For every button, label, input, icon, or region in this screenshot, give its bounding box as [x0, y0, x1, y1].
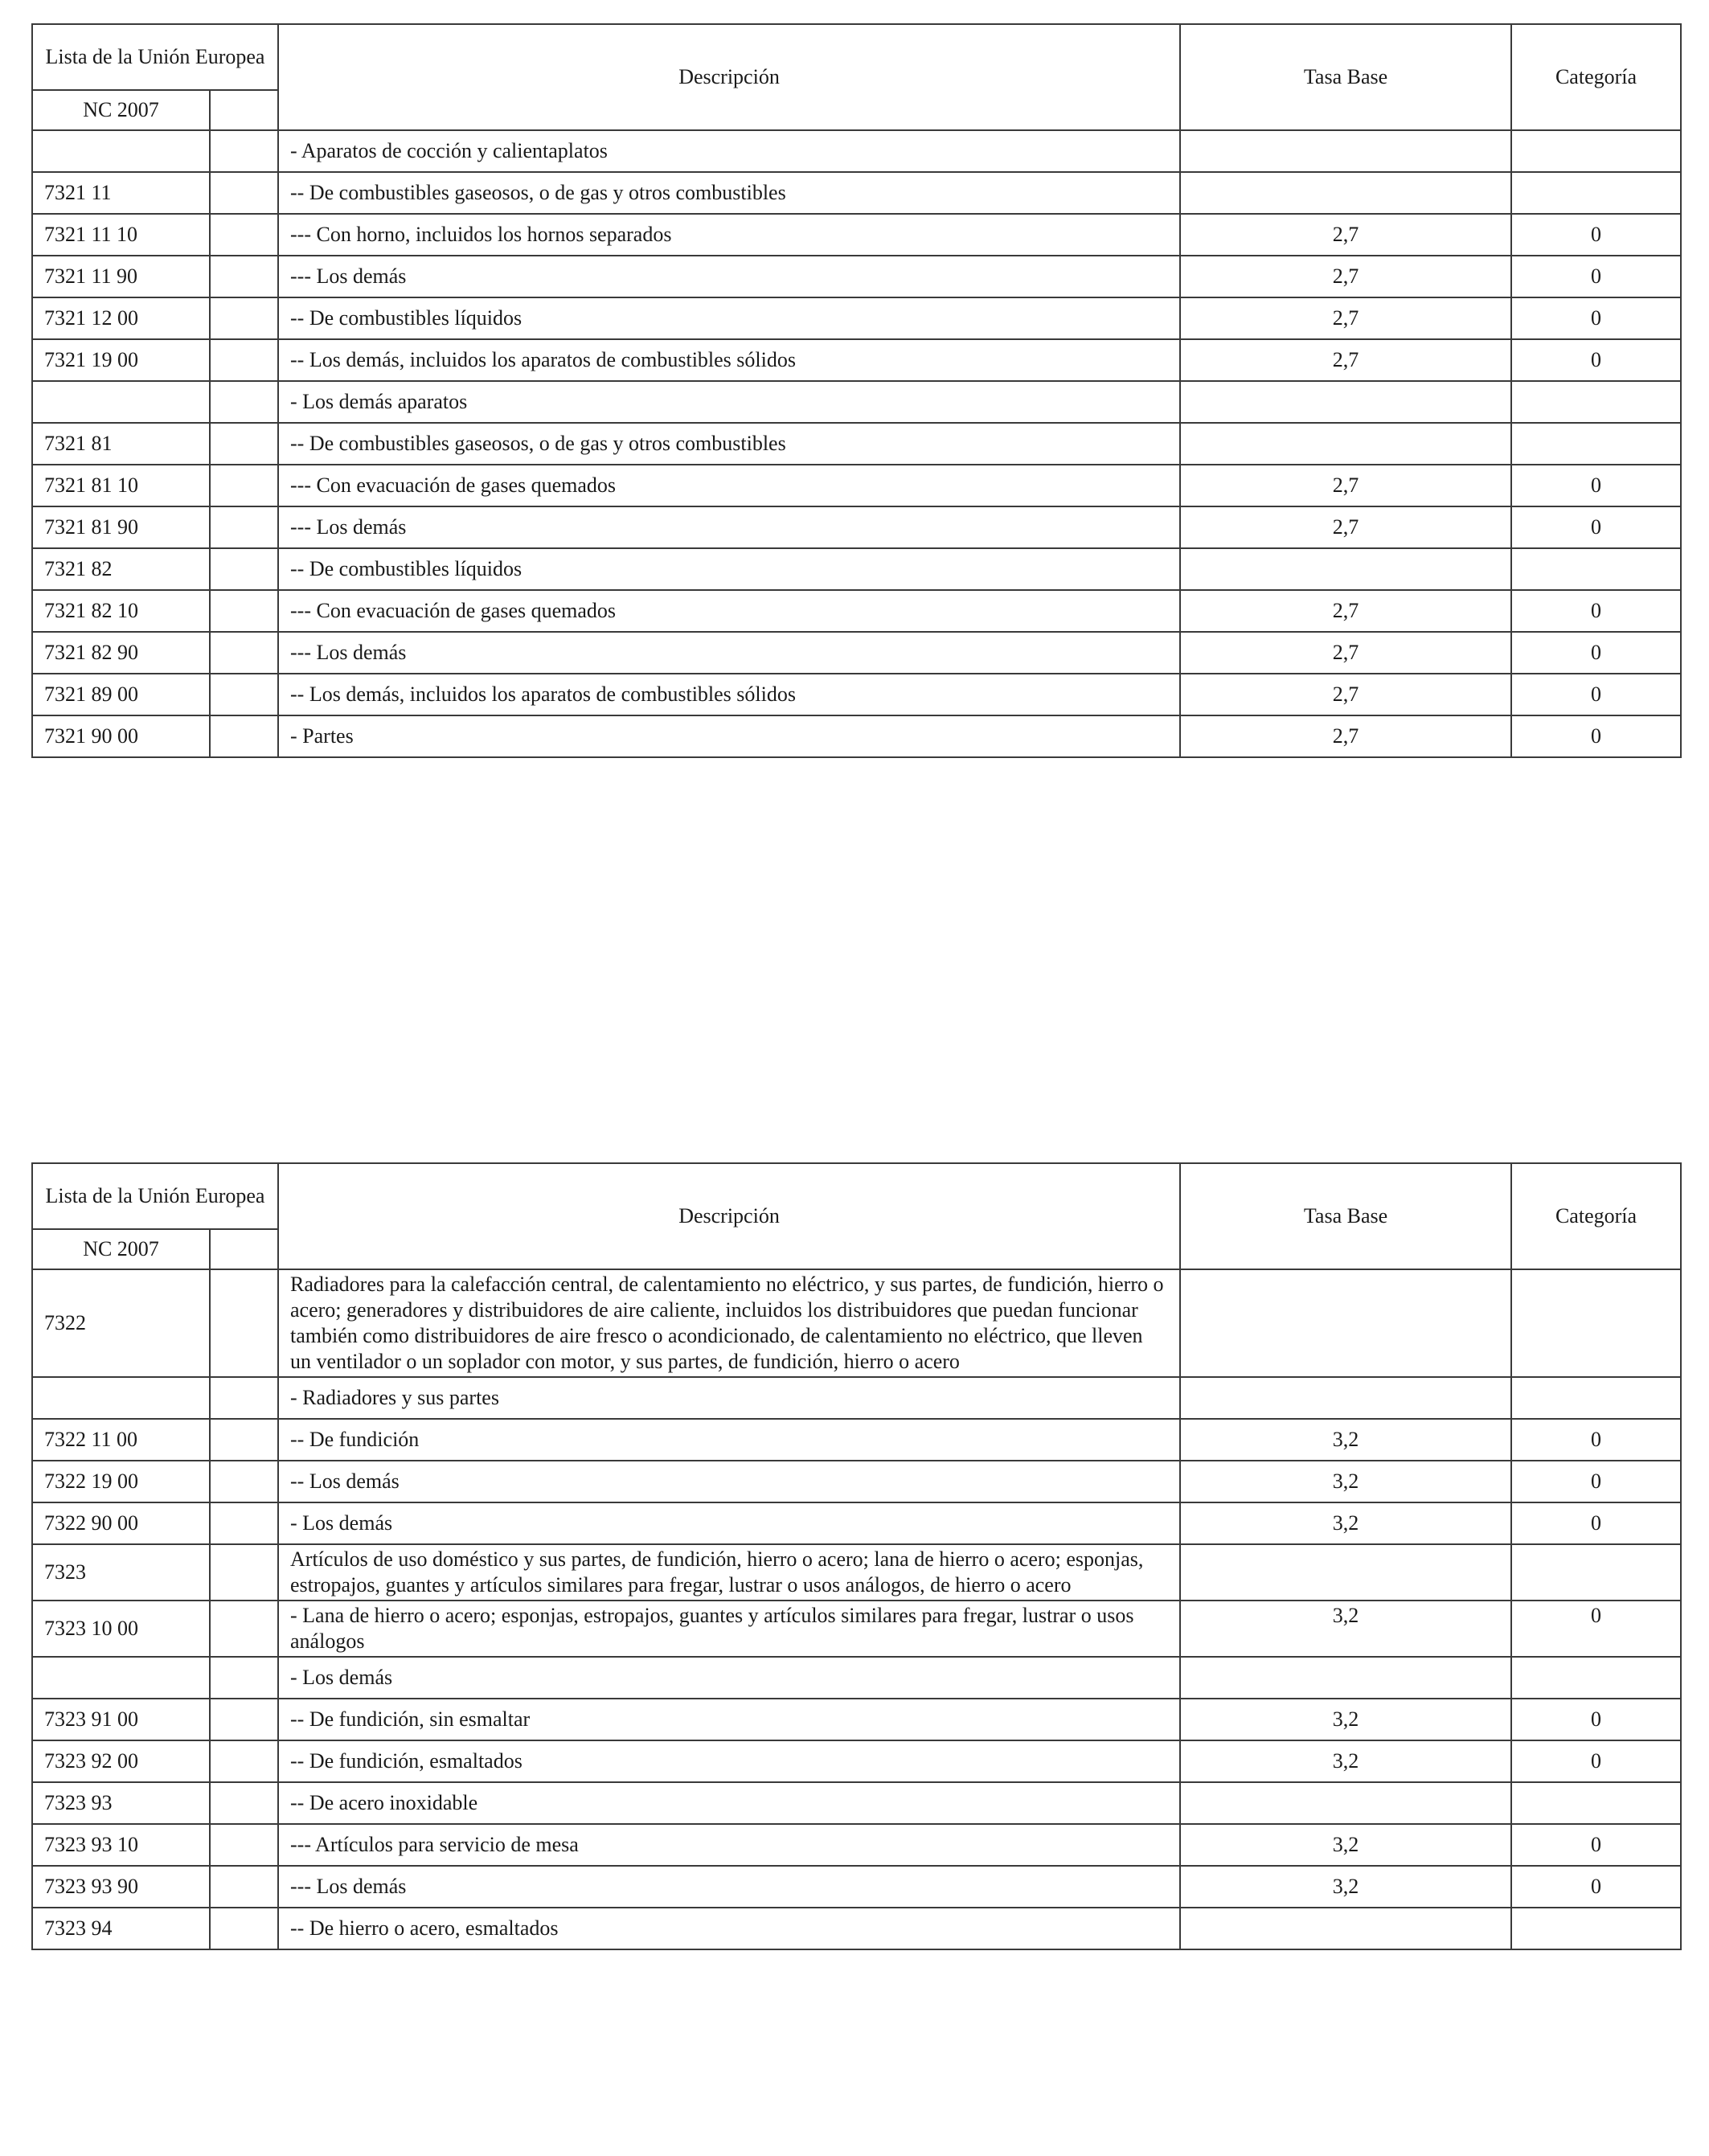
table-1-body: [32, 130, 1681, 757]
blank-cell: [210, 674, 278, 715]
blank-cell: [210, 465, 278, 506]
description-cell: - Radiadores y sus partes: [278, 1377, 1180, 1419]
base-rate-cell: [1180, 1657, 1511, 1699]
table-row: [32, 1824, 1681, 1866]
category-cell: 0: [1511, 1866, 1681, 1908]
description-cell: -- De combustibles gaseosos, o de gas y otros combustibles: [278, 172, 1180, 214]
category-cell: 0: [1511, 590, 1681, 632]
base-rate-cell: 3,2: [1180, 1740, 1511, 1782]
base-rate-cell: 3,2: [1180, 1461, 1511, 1502]
table-row: [32, 1269, 1681, 1377]
base-rate-cell: [1180, 1544, 1511, 1601]
base-rate-cell: [1180, 381, 1511, 423]
base-rate-cell: [1180, 423, 1511, 465]
description-cell: -- De fundición, esmaltados: [278, 1740, 1180, 1782]
description-cell: -- De combustibles líquidos: [278, 297, 1180, 339]
category-cell: 0: [1511, 256, 1681, 297]
description-cell: -- De combustibles gaseosos, o de gas y otros combustibles: [278, 423, 1180, 465]
category-cell: 0: [1511, 506, 1681, 548]
category-cell: 0: [1511, 1461, 1681, 1502]
description-cell: -- Los demás, incluidos los aparatos de combustibles sólidos: [278, 339, 1180, 381]
nc-code-cell: 7321 11 90: [32, 256, 210, 297]
blank-cell: [210, 172, 278, 214]
nc-code-cell: 7321 81 10: [32, 465, 210, 506]
table-row: [32, 1601, 1681, 1657]
nc-code-cell: 7321 90 00: [32, 715, 210, 757]
description-cell: --- Artículos para servicio de mesa: [278, 1824, 1180, 1866]
base-rate-cell: 2,7: [1180, 674, 1511, 715]
header-description: Descripción: [278, 24, 1180, 130]
base-rate-cell: 2,7: [1180, 256, 1511, 297]
description-cell: -- De combustibles líquidos: [278, 548, 1180, 590]
blank-cell: [210, 1740, 278, 1782]
blank-cell: [210, 381, 278, 423]
blank-cell: [210, 1601, 278, 1657]
nc-code-cell: [32, 381, 210, 423]
blank-cell: [210, 1544, 278, 1601]
blank-cell: [210, 632, 278, 674]
base-rate-cell: 2,7: [1180, 506, 1511, 548]
description-cell: --- Los demás: [278, 632, 1180, 674]
base-rate-cell: 2,7: [1180, 339, 1511, 381]
base-rate-cell: [1180, 130, 1511, 172]
table-row: [32, 548, 1681, 590]
table-row: [32, 423, 1681, 465]
nc-code-cell: 7323 93: [32, 1782, 210, 1824]
category-cell: [1511, 1269, 1681, 1377]
table-row: [32, 1502, 1681, 1544]
tariff-table-1: [31, 23, 1682, 758]
nc-code-cell: 7322: [32, 1269, 210, 1377]
description-cell: --- Los demás: [278, 506, 1180, 548]
base-rate-cell: 2,7: [1180, 297, 1511, 339]
nc-code-cell: [32, 1657, 210, 1699]
description-cell: --- Los demás: [278, 1866, 1180, 1908]
description-cell: - Lana de hierro o acero; esponjas, estropajos, guantes y artículos similares para fregar, lustrar o usos análogos: [278, 1601, 1180, 1657]
table-row: [32, 1699, 1681, 1740]
header-description: Descripción: [278, 1163, 1180, 1269]
blank-cell: [210, 130, 278, 172]
header-blank: [210, 90, 278, 130]
table-row: [32, 1908, 1681, 1949]
category-cell: [1511, 172, 1681, 214]
nc-code-cell: 7321 82 10: [32, 590, 210, 632]
nc-code-cell: 7322 90 00: [32, 1502, 210, 1544]
description-cell: --- Los demás: [278, 256, 1180, 297]
category-cell: 0: [1511, 1740, 1681, 1782]
blank-cell: [210, 548, 278, 590]
header-eu-list: Lista de la Unión Europea: [32, 24, 278, 90]
table-row: [32, 590, 1681, 632]
category-cell: [1511, 1782, 1681, 1824]
description-cell: Radiadores para la calefacción central, de calentamiento no eléctrico, y sus partes, de fundición, hierro o acero; generadores y distribuidores de aire caliente, incluidos los distribuidores que puedan funcionar también como distribuidores de aire fresco o acondicionado, de calentamiento no eléctrico, que lleven un ventilador o un soplador con motor, y sus partes, de fundición, hierro o acero: [278, 1269, 1180, 1377]
nc-code-cell: 7323: [32, 1544, 210, 1601]
description-cell: -- Los demás, incluidos los aparatos de combustibles sólidos: [278, 674, 1180, 715]
base-rate-cell: 2,7: [1180, 214, 1511, 256]
table-row: [32, 1377, 1681, 1419]
nc-code-cell: 7321 19 00: [32, 339, 210, 381]
table-row: [32, 1657, 1681, 1699]
table-row: [32, 1419, 1681, 1461]
blank-cell: [210, 1699, 278, 1740]
description-cell: - Partes: [278, 715, 1180, 757]
base-rate-cell: 3,2: [1180, 1502, 1511, 1544]
blank-cell: [210, 423, 278, 465]
nc-code-cell: 7323 91 00: [32, 1699, 210, 1740]
category-cell: [1511, 1908, 1681, 1949]
table-row: [32, 256, 1681, 297]
nc-code-cell: 7323 93 10: [32, 1824, 210, 1866]
base-rate-cell: [1180, 1782, 1511, 1824]
nc-code-cell: 7321 82: [32, 548, 210, 590]
blank-cell: [210, 1502, 278, 1544]
base-rate-cell: [1180, 1377, 1511, 1419]
base-rate-cell: [1180, 1269, 1511, 1377]
nc-code-cell: 7321 82 90: [32, 632, 210, 674]
header-category: Categoría: [1511, 1163, 1681, 1269]
description-cell: -- De fundición: [278, 1419, 1180, 1461]
category-cell: 0: [1511, 1419, 1681, 1461]
nc-code-cell: 7321 81: [32, 423, 210, 465]
category-cell: 0: [1511, 1502, 1681, 1544]
base-rate-cell: 3,2: [1180, 1601, 1511, 1657]
base-rate-cell: 2,7: [1180, 715, 1511, 757]
blank-cell: [210, 297, 278, 339]
base-rate-cell: [1180, 172, 1511, 214]
table-row: [32, 172, 1681, 214]
description-cell: - Los demás aparatos: [278, 381, 1180, 423]
description-cell: -- De hierro o acero, esmaltados: [278, 1908, 1180, 1949]
table-row: [32, 674, 1681, 715]
nc-code-cell: 7321 11: [32, 172, 210, 214]
table-row: [32, 465, 1681, 506]
blank-cell: [210, 1908, 278, 1949]
blank-cell: [210, 590, 278, 632]
category-cell: 0: [1511, 674, 1681, 715]
category-cell: [1511, 1377, 1681, 1419]
category-cell: 0: [1511, 632, 1681, 674]
blank-cell: [210, 1866, 278, 1908]
category-cell: 0: [1511, 715, 1681, 757]
category-cell: [1511, 1544, 1681, 1601]
nc-code-cell: 7323 93 90: [32, 1866, 210, 1908]
table-row: [32, 214, 1681, 256]
table-row: [32, 1544, 1681, 1601]
category-cell: [1511, 130, 1681, 172]
blank-cell: [210, 1824, 278, 1866]
table-row: [32, 506, 1681, 548]
blank-cell: [210, 1269, 278, 1377]
category-cell: 0: [1511, 297, 1681, 339]
description-cell: - Aparatos de cocción y calientaplatos: [278, 130, 1180, 172]
table-row: [32, 1461, 1681, 1502]
nc-code-cell: [32, 130, 210, 172]
header-blank: [210, 1229, 278, 1269]
nc-code-cell: 7321 89 00: [32, 674, 210, 715]
header-nc-2007: NC 2007: [32, 1229, 210, 1269]
tariff-table-2: [31, 1162, 1682, 1950]
base-rate-cell: [1180, 548, 1511, 590]
table-row: [32, 1866, 1681, 1908]
category-cell: 0: [1511, 1601, 1681, 1657]
blank-cell: [210, 1377, 278, 1419]
table-row: [32, 339, 1681, 381]
nc-code-cell: 7321 12 00: [32, 297, 210, 339]
category-cell: 0: [1511, 1824, 1681, 1866]
base-rate-cell: [1180, 1908, 1511, 1949]
header-base-rate: Tasa Base: [1180, 1163, 1511, 1269]
category-cell: [1511, 423, 1681, 465]
description-cell: --- Con evacuación de gases quemados: [278, 590, 1180, 632]
base-rate-cell: 3,2: [1180, 1699, 1511, 1740]
description-cell: --- Con evacuación de gases quemados: [278, 465, 1180, 506]
description-cell: -- De acero inoxidable: [278, 1782, 1180, 1824]
blank-cell: [210, 715, 278, 757]
blank-cell: [210, 1657, 278, 1699]
blank-cell: [210, 1782, 278, 1824]
header-base-rate: Tasa Base: [1180, 24, 1511, 130]
base-rate-cell: 2,7: [1180, 590, 1511, 632]
description-cell: --- Con horno, incluidos los hornos separados: [278, 214, 1180, 256]
nc-code-cell: 7323 94: [32, 1908, 210, 1949]
category-cell: 0: [1511, 465, 1681, 506]
nc-code-cell: 7323 92 00: [32, 1740, 210, 1782]
blank-cell: [210, 506, 278, 548]
description-cell: -- Los demás: [278, 1461, 1180, 1502]
table-row: [32, 632, 1681, 674]
table-row: [32, 1740, 1681, 1782]
blank-cell: [210, 256, 278, 297]
nc-code-cell: 7321 11 10: [32, 214, 210, 256]
nc-code-cell: [32, 1377, 210, 1419]
base-rate-cell: 3,2: [1180, 1419, 1511, 1461]
blank-cell: [210, 214, 278, 256]
category-cell: 0: [1511, 339, 1681, 381]
base-rate-cell: 2,7: [1180, 465, 1511, 506]
description-cell: - Los demás: [278, 1657, 1180, 1699]
description-cell: Artículos de uso doméstico y sus partes, de fundición, hierro o acero; lana de hierro o acero; esponjas, estropajos, guantes y artículos similares para fregar, lustrar o usos análogos, de hierro o acero: [278, 1544, 1180, 1601]
table-row: [32, 381, 1681, 423]
category-cell: [1511, 548, 1681, 590]
table-row: [32, 715, 1681, 757]
blank-cell: [210, 339, 278, 381]
header-eu-list: Lista de la Unión Europea: [32, 1163, 278, 1229]
table-row: [32, 130, 1681, 172]
header-category: Categoría: [1511, 24, 1681, 130]
nc-code-cell: 7322 19 00: [32, 1461, 210, 1502]
table-row: [32, 297, 1681, 339]
header-nc-2007: NC 2007: [32, 90, 210, 130]
base-rate-cell: 3,2: [1180, 1824, 1511, 1866]
nc-code-cell: 7321 81 90: [32, 506, 210, 548]
nc-code-cell: 7322 11 00: [32, 1419, 210, 1461]
table-2-body: [32, 1269, 1681, 1949]
table-row: [32, 1782, 1681, 1824]
category-cell: 0: [1511, 1699, 1681, 1740]
nc-code-cell: 7323 10 00: [32, 1601, 210, 1657]
blank-cell: [210, 1461, 278, 1502]
category-cell: 0: [1511, 214, 1681, 256]
base-rate-cell: 3,2: [1180, 1866, 1511, 1908]
base-rate-cell: 2,7: [1180, 632, 1511, 674]
category-cell: [1511, 1657, 1681, 1699]
description-cell: - Los demás: [278, 1502, 1180, 1544]
blank-cell: [210, 1419, 278, 1461]
category-cell: [1511, 381, 1681, 423]
description-cell: -- De fundición, sin esmaltar: [278, 1699, 1180, 1740]
